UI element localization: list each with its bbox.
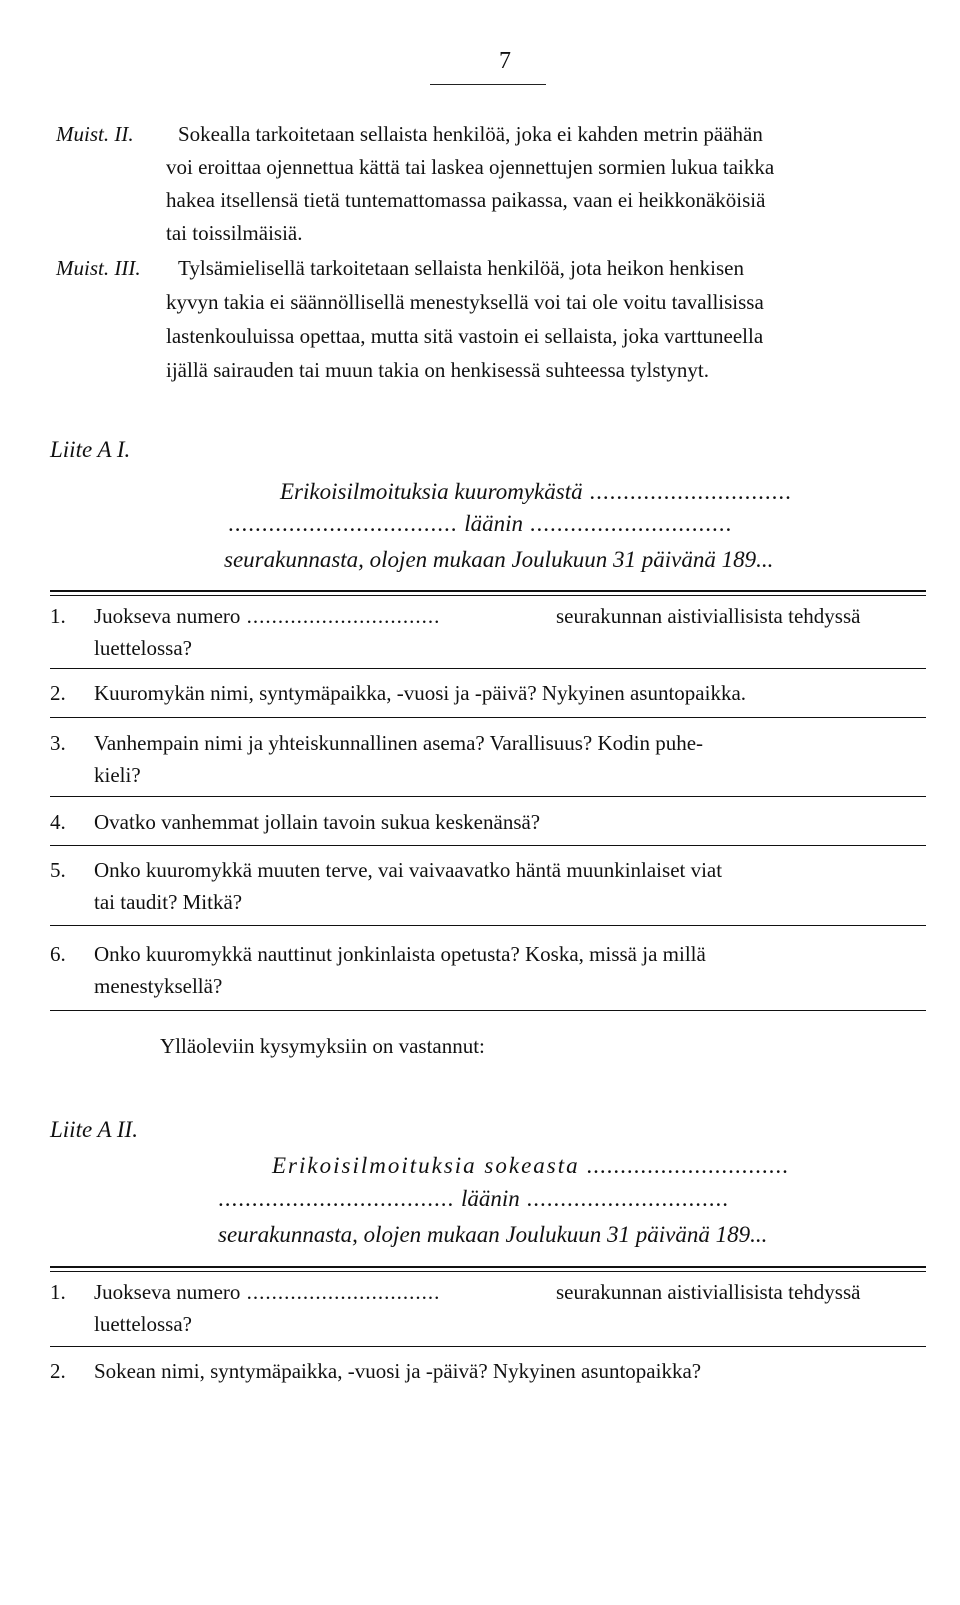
liite-a2-heading-2: ................................... läänin ..............................	[218, 1186, 730, 1211]
liite-a1-top-rule	[50, 590, 926, 592]
a2-rule-1	[50, 1346, 926, 1347]
note-3-line-3: lastenkouluissa opettaa, mutta sitä vastoin ei sellaista, joka varttuneella	[166, 324, 764, 348]
a1-q2-number: 2.	[50, 681, 66, 705]
a2-q2-number: 2.	[50, 1359, 66, 1383]
a1-q6-number: 6.	[50, 942, 66, 966]
liite-a2-heading-1: Erikoisilmoituksia sokeasta ..............................	[272, 1153, 789, 1178]
note-2-line-1: Sokealla tarkoitetaan sellaista henkilöä, joka ei kahden metrin päähän	[178, 122, 763, 146]
liite-a2-label: Liite A II.	[50, 1117, 138, 1142]
liite-a1-heading-3: seurakunnasta, olojen mukaan Joulukuun 31 päivänä 189...	[224, 547, 774, 572]
a1-q3-text-1: Vanhempain nimi ja yhteiskunnallinen asema? Varallisuus? Kodin puhe-	[94, 731, 704, 755]
a1-q5-text-1: Onko kuuromykkä muuten terve, vai vaivaavatko häntä muunkinlaiset viat	[94, 858, 723, 882]
liite-a2-heading-3: seurakunnasta, olojen mukaan Joulukuun 31 päivänä 189...	[218, 1222, 768, 1247]
a1-q5-text-2: tai taudit? Mitkä?	[94, 890, 243, 914]
a1-q6-text-2: menestyksellä?	[94, 974, 223, 998]
a1-answered-by: Ylläoleviin kysymyksiin on vastannut:	[160, 1034, 485, 1058]
a1-q2-text-1: Kuuromykän nimi, syntymäpaikka, -vuosi ja -päivä? Nykyinen asuntopaikka.	[94, 681, 747, 705]
liite-a2-top-rule-2	[50, 1271, 926, 1272]
a1-rule-3	[50, 796, 926, 797]
note-3-line-1: Tylsämielisellä tarkoitetaan sellaista henkilöä, jota heikon henkisen	[178, 256, 744, 280]
page-number: 7	[499, 48, 511, 74]
a2-q2-text-1: Sokean nimi, syntymäpaikka, -vuosi ja -päivä? Nykyinen asuntopaikka?	[94, 1359, 702, 1383]
note-3-line-4: ijällä sairauden tai muun takia on henkisessä suhteessa tylstynyt.	[166, 358, 709, 382]
page-number-underline	[430, 84, 546, 85]
a1-rule-5	[50, 925, 926, 926]
a1-q3-number: 3.	[50, 731, 66, 755]
liite-a1-label: Liite A I.	[50, 437, 131, 462]
a1-rule-2	[50, 717, 926, 718]
a2-q1-text-3: luettelossa?	[94, 1312, 192, 1336]
a2-q1-text-1: Juokseva numero ...............................	[94, 1280, 441, 1304]
note-2-line-4: tai toissilmäisiä.	[166, 221, 303, 245]
note-2-line-3: hakea itsellensä tietä tuntemattomassa paikassa, vaan ei heikkonäköisiä	[166, 188, 766, 212]
a1-q1-text-3: luettelossa?	[94, 636, 192, 660]
a1-q1-text-2: seurakunnan aistiviallisista tehdyssä	[556, 604, 861, 628]
a1-rule-4	[50, 845, 926, 846]
note-2-line-2: voi eroittaa ojennettua kättä tai laskea ojennettujen sormien lukua taikka	[166, 155, 775, 179]
a1-q4-text-1: Ovatko vanhemmat jollain tavoin sukua keskenänsä?	[94, 810, 541, 834]
note-3-label: Muist. III.	[56, 256, 141, 280]
a1-q1-text-1: Juokseva numero ...............................	[94, 604, 441, 628]
note-2-label: Muist. II.	[56, 122, 134, 146]
a1-q5-number: 5.	[50, 858, 66, 882]
liite-a2-top-rule	[50, 1266, 926, 1268]
a1-q1-number: 1.	[50, 604, 66, 628]
note-3-line-2: kyvyn takia ei säännöllisellä menestyksellä voi tai ole voitu tavallisissa	[166, 290, 764, 314]
a2-q1-text-2: seurakunnan aistiviallisista tehdyssä	[556, 1280, 861, 1304]
liite-a1-heading-2: .................................. läänin ..............................	[228, 511, 733, 536]
a1-q3-text-2: kieli?	[94, 763, 141, 787]
a1-q4-number: 4.	[50, 810, 66, 834]
a1-rule-6	[50, 1010, 926, 1011]
a2-q1-number: 1.	[50, 1280, 66, 1304]
liite-a1-top-rule-2	[50, 595, 926, 596]
a1-rule-1	[50, 668, 926, 669]
liite-a1-heading-1: Erikoisilmoituksia kuuromykästä ..............................	[280, 479, 792, 504]
a1-q6-text-1: Onko kuuromykkä nauttinut jonkinlaista opetusta? Koska, missä ja millä	[94, 942, 706, 966]
